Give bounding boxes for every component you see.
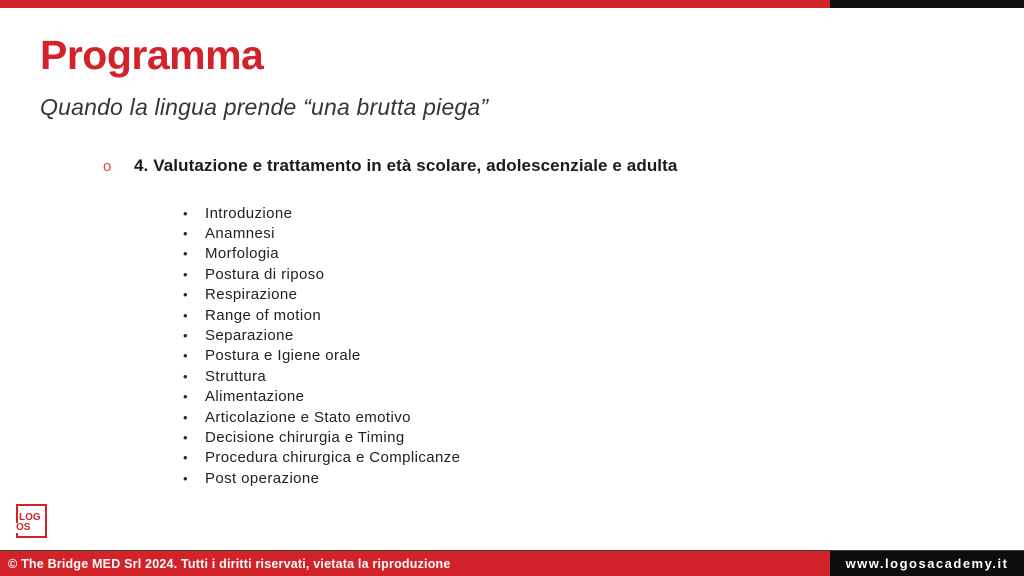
- bullet-icon: •: [183, 266, 188, 282]
- list-item: [183, 244, 743, 264]
- list-item-label: Postura e Igiene orale: [205, 347, 361, 365]
- list-item-label: Anamnesi: [205, 225, 275, 243]
- list-item: [183, 305, 743, 325]
- list-item-label: Procedura chirurgica e Complicanze: [205, 449, 461, 467]
- bullet-icon: •: [183, 348, 188, 364]
- footer-bar: [0, 550, 1024, 576]
- list-item-label: Struttura: [205, 367, 267, 385]
- top-bar-black-segment: [830, 0, 1024, 8]
- list-item-label: Respirazione: [205, 286, 298, 304]
- bullet-icon: •: [183, 287, 188, 303]
- section-bullet-icon: o: [103, 158, 112, 175]
- bullet-icon: •: [183, 450, 188, 466]
- list-item: [183, 366, 743, 386]
- bullet-icon: •: [183, 246, 188, 262]
- top-bar-red-segment: [0, 0, 830, 8]
- topic-list: [183, 203, 743, 488]
- list-item-label: Articolazione e Stato emotivo: [205, 408, 411, 426]
- list-item: [183, 448, 743, 468]
- list-item: [183, 427, 743, 447]
- list-item: [183, 407, 743, 427]
- logo-line2: OS: [16, 521, 31, 533]
- list-item-label: Postura di riposo: [205, 265, 325, 283]
- list-item-label: Separazione: [205, 327, 294, 345]
- list-item: [183, 223, 743, 243]
- bullet-icon: •: [183, 429, 188, 445]
- list-item: [183, 325, 743, 345]
- bullet-icon: •: [183, 368, 188, 384]
- bullet-icon: •: [183, 409, 188, 425]
- footer-copyright: © The Bridge MED Srl 2024. Tutti i diritti riservati, vietata la riproduzione: [0, 551, 830, 576]
- list-item: [183, 468, 743, 488]
- logo-line1: LOG: [19, 511, 41, 523]
- list-item-label: Post operazione: [205, 469, 320, 487]
- list-item: [183, 346, 743, 366]
- list-item-label: Introduzione: [205, 204, 293, 222]
- bullet-icon: •: [183, 328, 188, 344]
- bullet-icon: •: [183, 389, 188, 405]
- list-item: [183, 264, 743, 284]
- section-heading: 4. Valutazione e trattamento in età scolare, adolescenziale e adulta: [134, 156, 678, 175]
- list-item-label: Alimentazione: [205, 388, 305, 406]
- logos-logo: [16, 504, 47, 538]
- slide-title: Programma: [40, 32, 264, 78]
- list-item: [183, 203, 743, 223]
- list-item-label: Range of motion: [205, 306, 322, 324]
- list-item: [183, 387, 743, 407]
- section-heading-row: [103, 156, 677, 176]
- slide-subtitle: Quando la lingua prende “una brutta piega”: [40, 94, 489, 120]
- top-accent-bar: [0, 0, 1024, 8]
- bullet-icon: •: [183, 226, 188, 242]
- list-item-label: Decisione chirurgia e Timing: [205, 428, 405, 446]
- list-item: [183, 285, 743, 305]
- bullet-icon: •: [183, 307, 188, 323]
- bullet-icon: •: [183, 205, 188, 221]
- list-item-label: Morfologia: [205, 245, 280, 263]
- bullet-icon: •: [183, 470, 188, 486]
- footer-website: www.logosacademy.it: [830, 551, 1024, 576]
